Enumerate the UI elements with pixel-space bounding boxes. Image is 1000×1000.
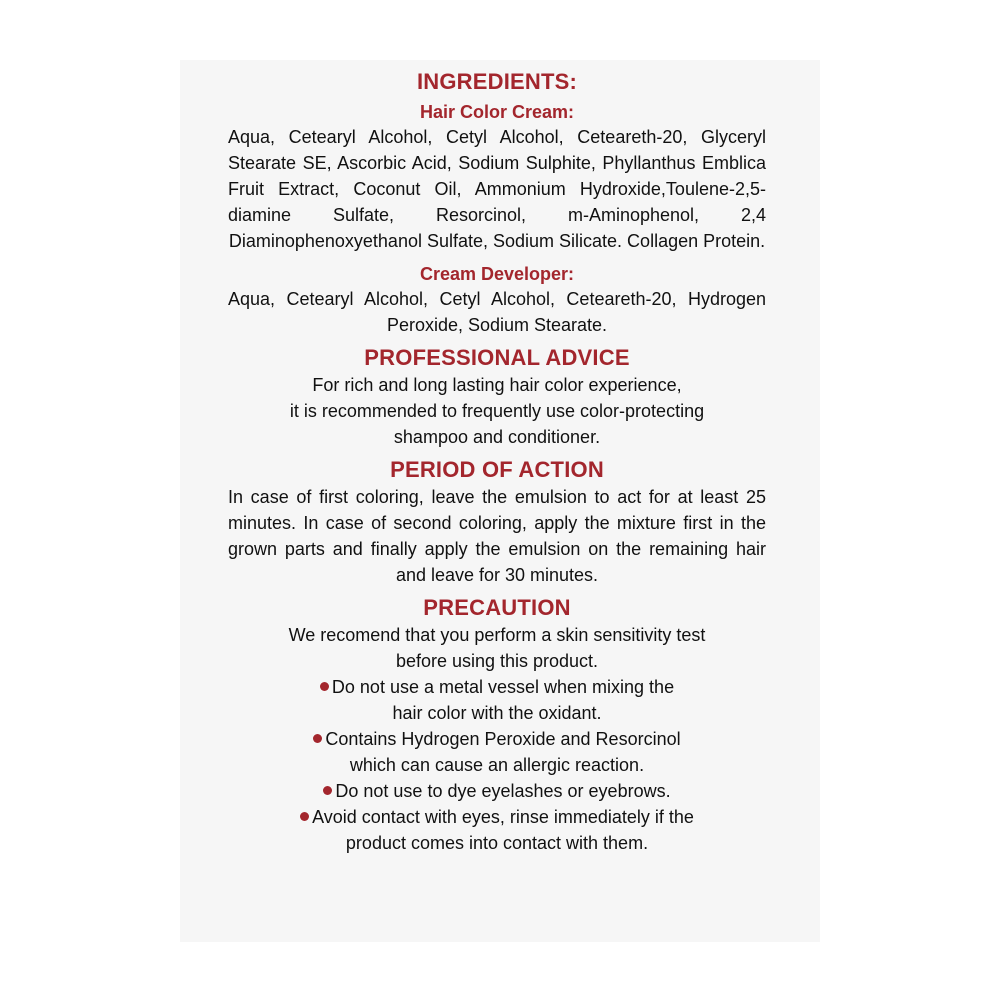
advice-line: For rich and long lasting hair color experience, <box>312 375 682 395</box>
advice-line: it is recommended to frequently use color-protecting <box>289 401 705 421</box>
bullet-dot-icon <box>313 734 322 743</box>
period-of-action-text: In case of first coloring, leave the emulsion to act for at least 25 minutes. In case of second coloring, apply the mixture first in the grown parts and finally apply the emulsion on the remaining hair and leave for 30 minutes. <box>228 487 766 585</box>
precaution-item <box>228 726 766 778</box>
precaution-item-text: Contains Hydrogen Peroxide and Resorcinol <box>325 729 681 749</box>
bullet-dot-icon <box>320 682 329 691</box>
bullet-dot-icon <box>323 786 332 795</box>
advice-line: shampoo and conditioner. <box>393 427 601 447</box>
cream-developer-heading: Cream Developer: <box>419 264 575 284</box>
ingredients-panel <box>180 60 820 942</box>
precaution-item <box>228 804 766 856</box>
precaution-item-text: which can cause an allergic reaction. <box>349 755 645 775</box>
precaution-item-text: Do not use to dye eyelashes or eyebrows. <box>335 781 671 801</box>
bullet-dot-icon <box>300 812 309 821</box>
ingredients-heading: INGREDIENTS: <box>416 69 578 94</box>
cream-developer-ingredients: Aqua, Cetearyl Alcohol, Cetyl Alcohol, Ceteareth-20, Hydrogen Peroxide, Sodium Stearate. <box>228 289 766 335</box>
precaution-heading: PRECAUTION <box>423 595 571 620</box>
professional-advice-text <box>228 372 766 450</box>
precaution-item <box>228 778 766 804</box>
hair-color-cream-heading: Hair Color Cream: <box>419 102 575 122</box>
precaution-item-text: Avoid contact with eyes, rinse immediately if the <box>312 807 694 827</box>
precaution-intro <box>228 622 766 674</box>
period-of-action-heading: PERIOD OF ACTION <box>390 457 604 482</box>
precaution-list <box>228 674 766 856</box>
precaution-item-text: Do not use a metal vessel when mixing the <box>331 677 675 697</box>
precaution-intro-line: We recomend that you perform a skin sensitivity test <box>288 625 706 645</box>
label-text-content <box>228 68 766 856</box>
precaution-intro-line: before using this product. <box>395 651 599 671</box>
precaution-item <box>228 674 766 726</box>
professional-advice-heading: PROFESSIONAL ADVICE <box>364 345 630 370</box>
precaution-item-text: hair color with the oxidant. <box>392 703 602 723</box>
precaution-item-text: product comes into contact with them. <box>345 833 649 853</box>
hair-color-cream-ingredients: Aqua, Cetearyl Alcohol, Cetyl Alcohol, Ceteareth-20, Glyceryl Stearate SE, Ascorbic Acid, Sodium Sulphite, Phyllanthus Emblica Fruit Extract, Coconut Oil, Ammonium Hydroxide,Toulene-2,5-diamine Sulfate, Resorcinol, m-Aminophenol, 2,4 Diaminophenoxyethanol Sulfate, Sodium Silicate. Collagen Protein. <box>228 127 766 251</box>
